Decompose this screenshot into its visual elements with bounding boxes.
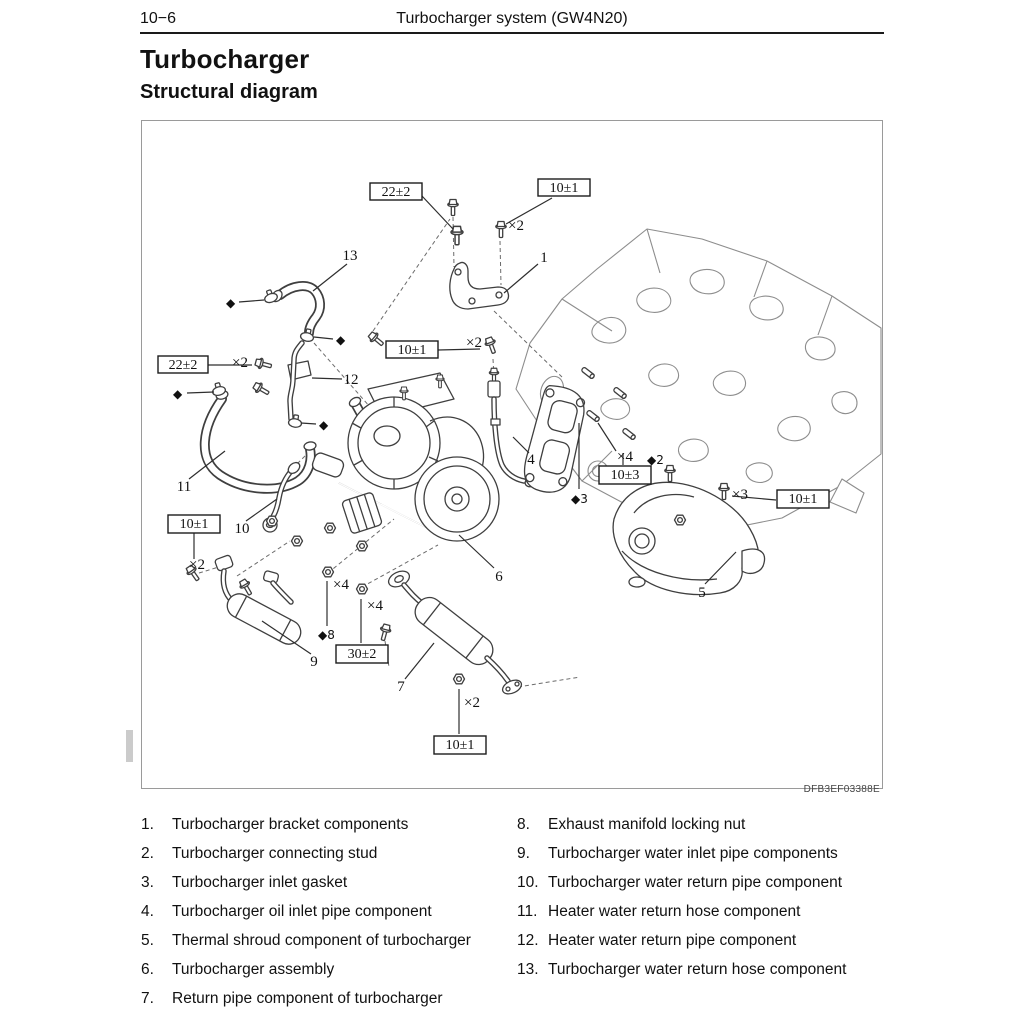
item-number: 12.: [517, 932, 539, 949]
part-13-water-return-hose: [262, 286, 320, 342]
item-number: 6.: [141, 961, 154, 978]
sub-heading: Structural diagram: [140, 81, 318, 103]
structural-diagram: [142, 121, 882, 788]
part-11-water-return-hose: [205, 382, 317, 489]
item-label: Turbocharger connecting stud: [172, 845, 378, 862]
parts-list-column-right: [517, 816, 887, 990]
item-label: Turbocharger assembly: [172, 961, 335, 978]
callout-4: 4: [527, 452, 535, 468]
item-label: Heater water return hose component: [548, 903, 801, 920]
torque-value: 10±1: [549, 181, 579, 196]
torque-label: [168, 515, 220, 533]
callout-11: 11: [176, 479, 192, 495]
diamond-marker: ◆: [173, 387, 183, 401]
torque-value: 10±3: [610, 468, 640, 483]
item-number: 4.: [141, 903, 154, 920]
torque-label: [386, 341, 438, 358]
parts-list-column-left: [141, 816, 511, 1019]
qty-label: ×3: [732, 487, 748, 503]
figure-code: DFB3EF03388E: [803, 784, 880, 795]
item-label: Turbocharger water return pipe component: [548, 874, 843, 891]
qty-label: ×2: [466, 335, 482, 351]
item-label: Turbocharger oil inlet pipe component: [172, 903, 432, 920]
list-item: [141, 961, 511, 990]
qty-label: ×4: [617, 449, 633, 465]
torque-label: [777, 490, 829, 508]
qty-label: ×4: [333, 577, 349, 593]
qty-label: ×4: [367, 598, 383, 614]
qty-label: ×2: [232, 355, 248, 371]
diamond-marker: ◆: [336, 333, 346, 347]
torque-label: [336, 645, 388, 663]
diamond-marker-2: ◆2: [647, 453, 664, 467]
item-number: 2.: [141, 845, 154, 862]
callout-9: 9: [310, 654, 318, 670]
diamond-marker: ◆: [226, 296, 236, 310]
item-label: Turbocharger water return hose component: [548, 961, 847, 978]
item-number: 3.: [141, 874, 154, 891]
torque-label: [370, 183, 422, 200]
item-label: Heater water return pipe component: [548, 932, 797, 949]
callout-5: 5: [698, 585, 706, 601]
item-label: Turbocharger bracket components: [172, 816, 409, 833]
item-number: 1.: [141, 816, 154, 833]
part-6-turbocharger-assembly: [311, 373, 499, 541]
page-number: 10−6: [140, 10, 177, 27]
item-number: 10.: [517, 874, 539, 891]
item-label: Turbocharger inlet gasket: [172, 874, 348, 891]
item-label: Thermal shroud component of turbocharger: [172, 932, 471, 949]
torque-value: 22±2: [168, 358, 198, 373]
torque-label: [538, 179, 590, 196]
torque-value: 10±1: [788, 492, 818, 507]
item-number: 8.: [517, 816, 530, 833]
torque-value: 10±1: [397, 343, 427, 358]
callout-1: 1: [540, 250, 548, 266]
qty-label: ×2: [464, 695, 480, 711]
torque-value: 10±1: [179, 517, 209, 532]
torque-label: [434, 736, 486, 754]
list-item: [517, 903, 887, 932]
torque-label: [158, 356, 208, 373]
diamond-marker-3: ◆3: [571, 492, 588, 506]
list-item: [141, 932, 511, 961]
header-rule: [140, 32, 884, 34]
item-number: 7.: [141, 990, 154, 1007]
callout-12: 12: [343, 372, 359, 388]
item-label: Exhaust manifold locking nut: [548, 816, 746, 833]
list-item: [141, 845, 511, 874]
document-title: Turbocharger system (GW4N20): [396, 10, 628, 27]
part-1-bracket: [450, 262, 509, 309]
callout-10: 10: [234, 521, 250, 537]
list-item: [141, 903, 511, 932]
qty-label: ×2: [508, 218, 524, 234]
list-item: [517, 845, 887, 874]
structural-diagram-frame: [141, 120, 883, 789]
torque-value: 30±2: [347, 647, 377, 662]
torque-value: 22±2: [381, 185, 411, 200]
item-number: 13.: [517, 961, 539, 978]
engine-block-drawing: [516, 229, 881, 533]
item-number: 5.: [141, 932, 154, 949]
item-label: Turbocharger water inlet pipe components: [548, 845, 838, 862]
qty-label: ×2: [189, 557, 205, 573]
list-item: [517, 874, 887, 903]
diamond-marker-8: ◆8: [318, 628, 335, 642]
page-margin-marker: [126, 730, 133, 762]
list-item: [517, 816, 887, 845]
diamond-marker: ◆: [319, 418, 329, 432]
item-number: 9.: [517, 845, 530, 862]
list-item: [141, 874, 511, 903]
torque-value: 10±1: [445, 738, 475, 753]
list-item: [517, 932, 887, 961]
list-item: [517, 961, 887, 990]
item-label: Return pipe component of turbocharger: [172, 990, 443, 1007]
callout-7: 7: [397, 679, 405, 695]
callout-6: 6: [495, 569, 503, 585]
list-item: [141, 990, 511, 1019]
torque-label: [599, 466, 651, 484]
part-9-water-inlet-pipe: [214, 555, 305, 649]
section-heading: Turbocharger: [140, 44, 310, 74]
item-number: 11.: [517, 903, 538, 920]
list-item: [141, 816, 511, 845]
callout-13: 13: [342, 248, 358, 264]
part-12-water-return-pipe: [288, 343, 311, 428]
